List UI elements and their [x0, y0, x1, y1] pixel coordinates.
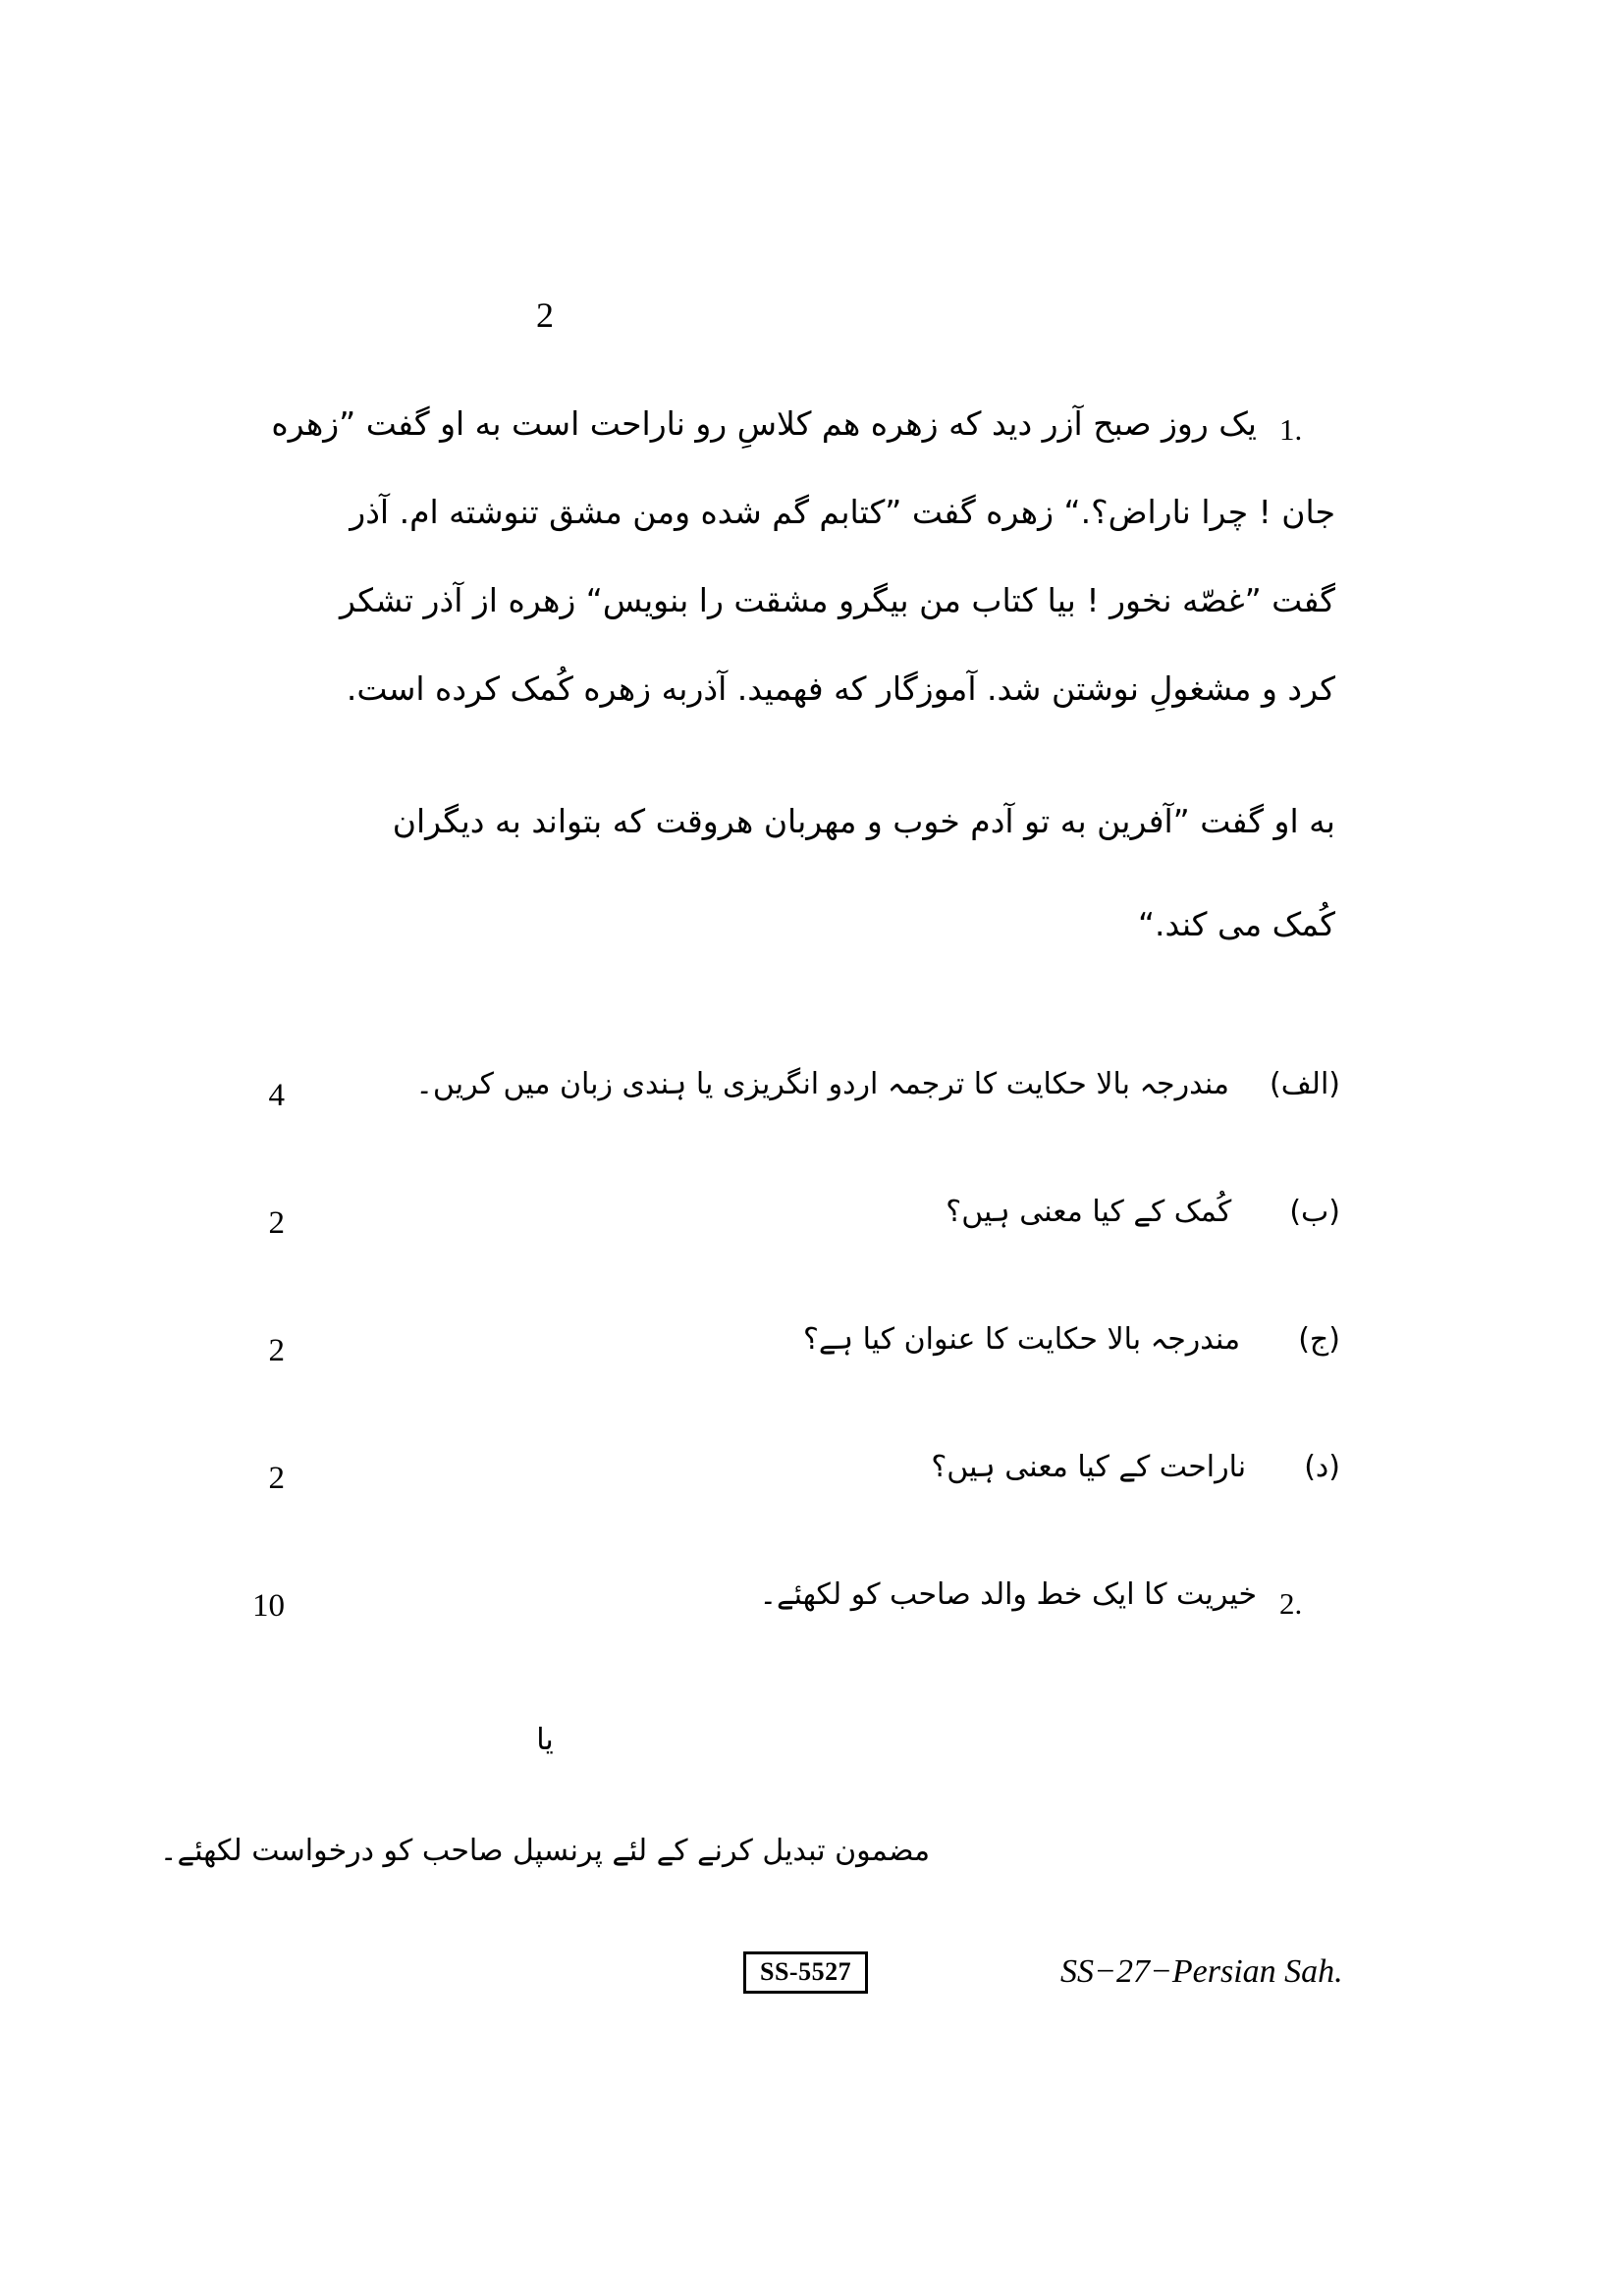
passage-line-1: یک روز صبح آزر دید که زهره هم کلاسِ رو ناراحت است به او گفت ”زهره [271, 404, 1257, 443]
sub-question-jeem-label: (ج) [1298, 1322, 1340, 1357]
question-2-marker: 2. [1279, 1586, 1303, 1621]
question-2-text: خیریت کا ایک خط والد صاحب کو لکھئے۔ [759, 1577, 1257, 1612]
passage-line-2: جان ! چرا ناراض؟.“ زهره گفت ”کتابم گم شده ومن مشق تنوشته ام. آذر [350, 493, 1335, 531]
marks-sub-question-dal: 2 [268, 1461, 285, 1496]
sub-question-dal [245, 1450, 1340, 1484]
marks-question-2: 10 [252, 1588, 285, 1624]
passage-line-6: کُمک می کند.“ [1137, 905, 1335, 943]
sub-question-be [245, 1195, 1340, 1229]
paper-code-box: SS-5527 [743, 1951, 868, 1994]
question-1-marker: 1. [1279, 412, 1303, 447]
paper-subject-code: SS−27−Persian Sah. [1060, 1953, 1343, 1990]
sub-question-alif [245, 1067, 1340, 1101]
sub-question-dal-label: (د) [1304, 1450, 1340, 1484]
sub-question-dal-text: ناراحت کے کیا معنی ہیں؟ [931, 1450, 1247, 1484]
page-number: 2 [536, 295, 554, 335]
sub-question-alif-label: (الف) [1270, 1067, 1340, 1101]
marks-sub-question-alif: 4 [268, 1078, 285, 1113]
alternative-separator: یا [536, 1723, 554, 1757]
marks-sub-question-be: 2 [268, 1205, 285, 1241]
sub-question-alif-text: مندرجہ بالا حکایت کا ترجمہ اردو انگریزی یا ہندی زبان میں کریں۔ [415, 1067, 1229, 1101]
passage-line-4: کرد و مشغولِ نوشتن شد. آموزگار که فهمید. آذربه زهره کُمک کرده است. [346, 669, 1335, 708]
sub-question-jeem [245, 1322, 1340, 1357]
passage-line-5: به او گفت ”آفرین به تو آدم خوب و مهربان هروقت که بتواند به دیگران [392, 802, 1335, 840]
passage-line-3: گفت ”غصّه نخور ! بیا کتاب من بیگرو مشقت را بنویس“ زهره از آذر تشکر [340, 581, 1335, 619]
sub-question-be-label: (ب) [1289, 1195, 1340, 1229]
sub-question-be-text: کُمک کے کیا معنی ہیں؟ [946, 1195, 1232, 1229]
question-2-alternative-text: مضمون تبدیل کرنے کے لئے پرنسپل صاحب کو درخواست لکھئے۔ [159, 1834, 931, 1868]
marks-sub-question-jeem: 2 [268, 1333, 285, 1368]
sub-question-jeem-text: مندرجہ بالا حکایت کا عنوان کیا ہے؟ [802, 1322, 1241, 1357]
